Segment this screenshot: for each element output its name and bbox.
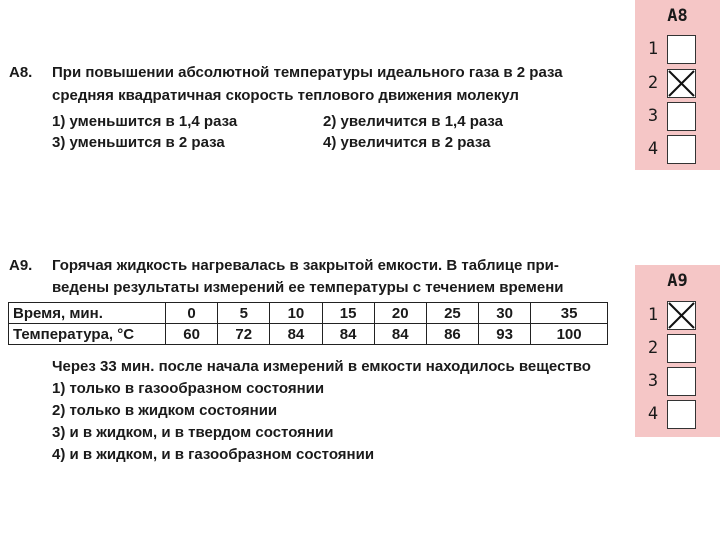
answer-checkbox[interactable] <box>667 135 696 164</box>
table-cell: 30 <box>479 303 531 324</box>
answer-checkbox[interactable] <box>667 400 696 429</box>
answer-option-number: 4 <box>647 404 659 424</box>
table-cell: 10 <box>270 303 322 324</box>
table-cell: 25 <box>426 303 478 324</box>
question-a8-number: A8. <box>9 64 33 81</box>
answer-option-number: 4 <box>647 139 659 159</box>
table-cell: 86 <box>426 324 478 345</box>
answer-option-row <box>635 69 720 99</box>
question-a8-option-3: 3) уменьшится в 2 раза <box>52 134 225 151</box>
answer-checkbox-checked[interactable] <box>667 301 696 330</box>
answer-option-row <box>635 334 720 364</box>
answer-option-number: 3 <box>647 106 659 126</box>
answer-panel-a8-title: A8 <box>667 6 688 26</box>
answer-option-row <box>635 301 720 331</box>
question-a9-option-3: 3) и в жидком, и в твердом состоянии <box>52 424 334 441</box>
cross-mark-icon <box>668 70 695 97</box>
table-row-time <box>9 303 608 324</box>
answer-option-number: 2 <box>647 73 659 93</box>
answer-option-row <box>635 135 720 165</box>
table-cell: 35 <box>531 303 608 324</box>
question-a8-option-2: 2) увеличится в 1,4 раза <box>323 113 503 130</box>
answer-panel-a9 <box>635 265 720 437</box>
question-a8-option-1: 1) уменьшится в 1,4 раза <box>52 113 238 130</box>
cross-mark-icon <box>668 302 695 329</box>
table-cell: 93 <box>479 324 531 345</box>
table-cell: 60 <box>166 324 218 345</box>
answer-panel-a8 <box>635 0 720 170</box>
table-cell: 84 <box>270 324 322 345</box>
table-cell: 15 <box>322 303 374 324</box>
question-a9-number: A9. <box>9 257 33 274</box>
question-a9-prompt: Через 33 мин. после начала измерений в емкости находилось вещество <box>52 358 591 375</box>
table-cell: 5 <box>218 303 270 324</box>
table-cell: 72 <box>218 324 270 345</box>
table-cell: 100 <box>531 324 608 345</box>
answer-checkbox[interactable] <box>667 35 696 64</box>
answer-checkbox-checked[interactable] <box>667 69 696 98</box>
table-header-time: Время, мин. <box>9 303 166 324</box>
table-header-temperature: Температура, °С <box>9 324 166 345</box>
question-a9-text-line2: ведены результаты измерений ее температуры с течением времени <box>52 279 564 296</box>
table-cell: 20 <box>374 303 426 324</box>
answer-option-number: 1 <box>647 39 659 59</box>
table-cell: 0 <box>166 303 218 324</box>
answer-checkbox[interactable] <box>667 102 696 131</box>
answer-option-row <box>635 35 720 65</box>
answer-option-row <box>635 102 720 132</box>
question-a8-text-line1: При повышении абсолютной температуры идеального газа в 2 раза <box>52 64 563 81</box>
question-a8-option-4: 4) увеличится в 2 раза <box>323 134 491 151</box>
table-cell: 84 <box>374 324 426 345</box>
measurement-table <box>8 302 608 345</box>
answer-panel-a9-title: A9 <box>667 271 688 291</box>
answer-option-number: 3 <box>647 371 659 391</box>
answer-option-number: 1 <box>647 305 659 325</box>
question-a9-option-4: 4) и в жидком, и в газообразном состоянии <box>52 446 375 463</box>
answer-option-row <box>635 400 720 430</box>
question-a9-option-1: 1) только в газообразном состоянии <box>52 380 325 397</box>
answer-option-number: 2 <box>647 338 659 358</box>
table-row-temperature <box>9 324 608 345</box>
question-a9-option-2: 2) только в жидком состоянии <box>52 402 278 419</box>
question-a8-text-line2: средняя квадратичная скорость теплового движения молекул <box>52 87 519 104</box>
table-cell: 84 <box>322 324 374 345</box>
answer-checkbox[interactable] <box>667 367 696 396</box>
answer-checkbox[interactable] <box>667 334 696 363</box>
answer-option-row <box>635 367 720 397</box>
question-a9-text-line1: Горячая жидкость нагревалась в закрытой емкости. В таблице при- <box>52 257 559 274</box>
